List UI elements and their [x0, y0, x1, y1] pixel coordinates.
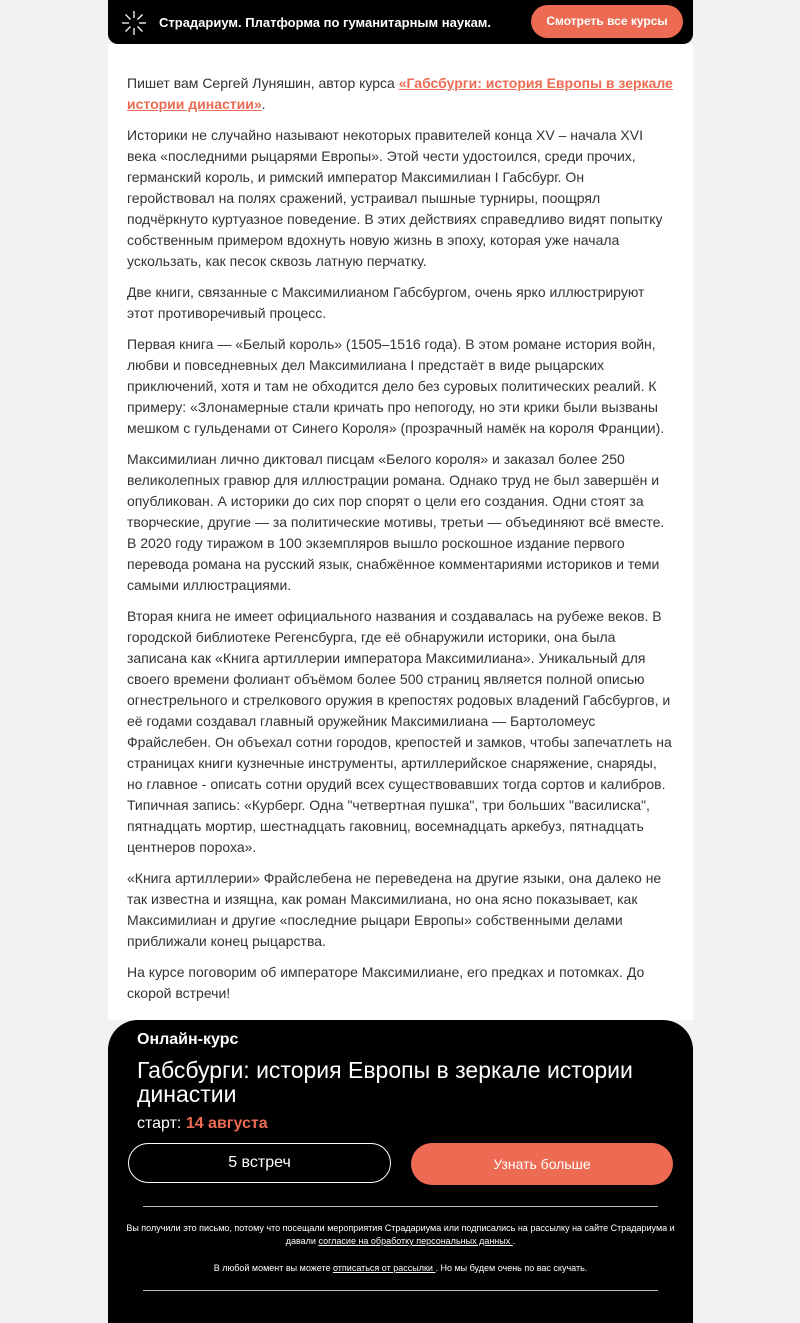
divider	[143, 1206, 658, 1207]
start-date: 14 августа	[185, 1115, 268, 1132]
paragraph: Историки не случайно называют некоторых правителей конца XV – начала XVI века «последними рыцарями Европы». Этой чести удостоился, среди прочих, германский король, и римский император Максимилиан I Габсбург. Он геройствовал на полях сражений, устраивал пышные турниры, поощрял подчёркнуто куртуазное поведение. В этих действиях справедливо видят попытку собственным примером вдохнуть новую жизнь в эпоху, которая уже начала ускользать, как песок сквозь латную перчатку.	[127, 127, 663, 269]
paragraph: На курсе поговорим об императоре Максимилиане, его предках и потомках. До скорой встречи!	[127, 964, 645, 1001]
paragraph: «Книга артиллерии» Фрайслебена не переведена на другие языки, она далеко не так известна и изящна, как роман Максимилиана, но она ясно показывает, как Максимилиан и другие «последние рыцари Европы» собственными делами приближали конец рыцарства.	[127, 870, 662, 949]
intro-suffix: .	[261, 96, 266, 112]
divider	[143, 1290, 658, 1291]
letter-text	[127, 73, 675, 1014]
intro-prefix: Пишет вам Сергей Луняшин, автор курса	[127, 75, 399, 91]
promo-start	[137, 1115, 268, 1133]
promo-title: Габсбурги: история Европы в зеркале истории династии	[137, 1057, 633, 1107]
consent-link[interactable]: согласие на обработку персональных данных	[318, 1236, 513, 1246]
paragraph: Вторая книга не имеет официального названия и создавалась на рубеже веков. В городской библиотеке Регенсбурга, где её обнаружили историки, она была записана как «Книга артиллерии императора Максимилиана». Уникальный для своего времени фолиант объёмом более 500 страниц является полной описью огнестрельного и стрелкового оружия в крепостях родовых владений Габсбургов, и её годами создавал главный оружейник Максимилиана — Бартоломеус Фрайслебен. Он объехал сотни городов, крепостей и замков, чтобы запечатлеть на страницах книги кузнечные инструменты, артиллерийское снаряжение, снаряды, но главное - описать сотни орудий всех существовавших тогда сортов и калибров. Типичная запись: «Курберг. Одна "четвертная пушка", три больших "василиска", пятнадцать мортир, шестнадцать гаковниц, восемнадцать аркебуз, пятнадцать центнеров пороха».	[127, 608, 672, 855]
course-promo	[108, 1020, 693, 1323]
footer-unsubscribe	[126, 1262, 675, 1275]
all-courses-button[interactable]: Смотреть все курсы	[531, 5, 683, 38]
header-bar	[108, 0, 693, 44]
start-label: старт:	[137, 1115, 186, 1132]
letter-body	[108, 44, 693, 1020]
promo-kicker: Онлайн-курс	[137, 1031, 239, 1048]
unsubscribe-link[interactable]: отписаться от рассылки	[332, 1263, 436, 1273]
unsub-prefix: В любой момент вы можете	[213, 1263, 333, 1273]
paragraph: Первая книга — «Белый король» (1505–1516 года). В этом романе история войн, любви и повседневных дел Максимилиана I предстаёт в виде рыцарских приключений, хотя и там не обходится дело без суровых политических реалий. К примеру: «Злонамерные стали кричать про непогоду, но эти крики были вызваны мешком с гульденами от Синего Короля» (прозрачный намёк на короля Франции).	[127, 336, 665, 436]
meetings-badge: 5 встреч	[128, 1143, 391, 1183]
learn-more-button[interactable]: Узнать больше	[411, 1143, 673, 1185]
header-title: Страдариум. Платформа по гуманитарным наукам.	[159, 15, 492, 30]
paragraph: Максимилиан лично диктовал писцам «Белого короля» и заказал более 250 великолепных гравюр для иллюстрации романа. Однако труд не был завершён и опубликован. А историки до сих пор спорят о цели его создания. Одни стоят за творческие, другие — за политические мотивы, третьи — объединяют всё вместе. В 2020 году тиражом в 100 экземпляров вышло роскошное издание первого перевода романа на русский язык, снабжённое комментариями историков и теми самыми иллюстрациями.	[127, 451, 665, 593]
course-link[interactable]: «Габсбурги: история Европы в зеркале истории династии»	[127, 75, 673, 112]
intro-paragraph	[127, 73, 675, 115]
footer-reason	[126, 1222, 675, 1248]
reason-text: Вы получили это письмо, потому что посещали мероприятия Страдариума или подписались на рассылку на сайте Страдариума и давали	[126, 1223, 675, 1246]
reason-end: .	[512, 1236, 516, 1246]
paragraph: Две книги, связанные с Максимилианом Габсбургом, очень ярко иллюстрируют этот противоречивый процесс.	[127, 284, 645, 321]
stradarium-logo[interactable]	[121, 10, 147, 36]
unsub-suffix: . Но мы будем очень по вас скучать.	[435, 1263, 588, 1273]
